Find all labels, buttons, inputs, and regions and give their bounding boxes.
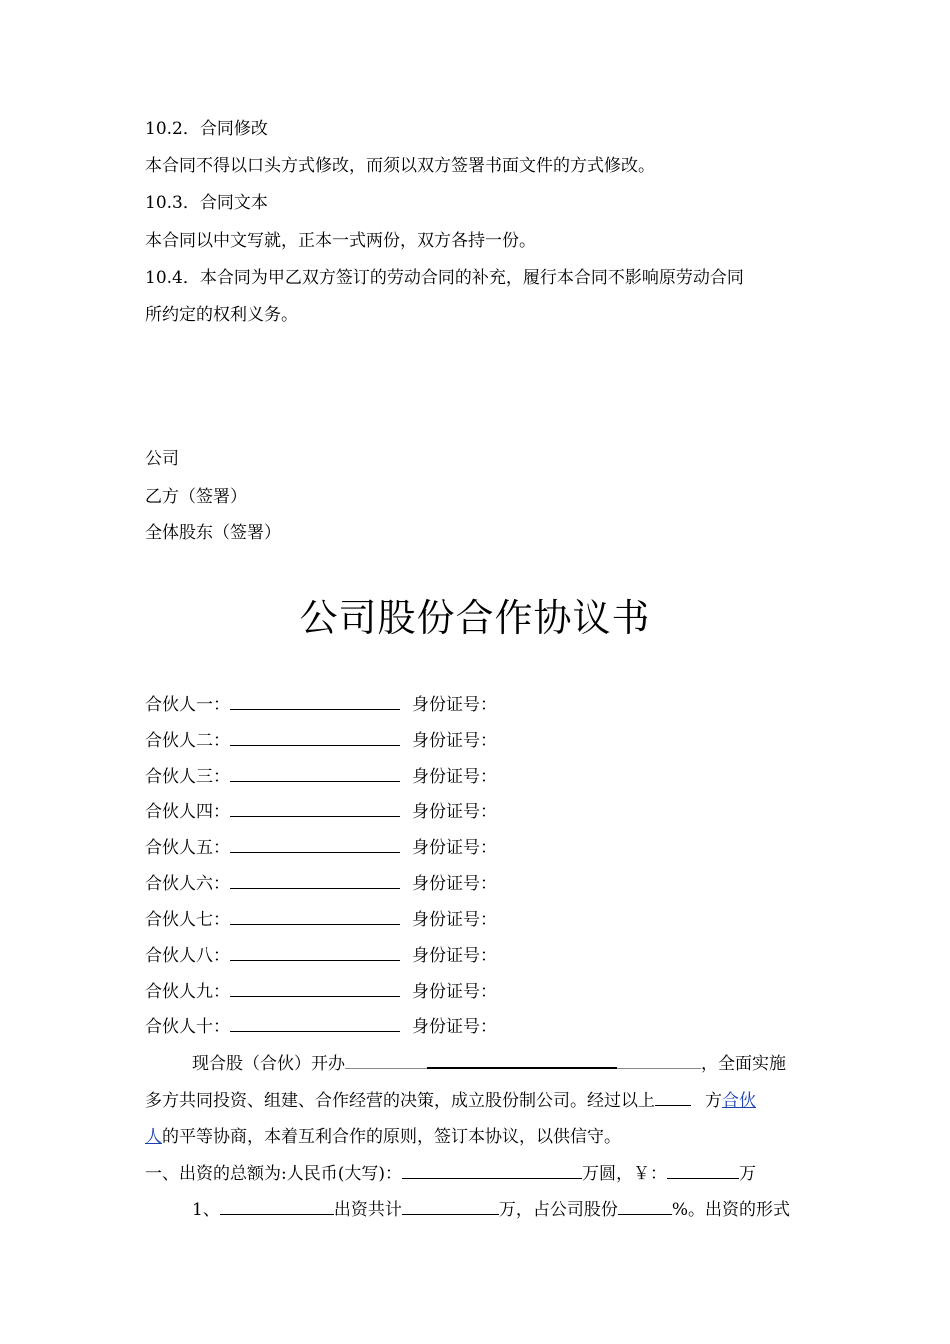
partner-name-blank[interactable] bbox=[230, 764, 400, 782]
signature-party-b: 乙方（签署） bbox=[145, 487, 247, 507]
id-number-label: 身份证号： bbox=[412, 695, 497, 715]
business-name-blank[interactable] bbox=[427, 1050, 617, 1069]
capital-label: 万圆，￥： bbox=[582, 1164, 667, 1184]
partner-row bbox=[145, 907, 497, 932]
intro-text: 方 bbox=[705, 1091, 722, 1111]
partner-label: 合伙人十： bbox=[145, 1017, 230, 1037]
partner-link[interactable]: 合伙 bbox=[722, 1091, 756, 1111]
partner-row bbox=[145, 728, 497, 753]
partner-row bbox=[145, 871, 497, 896]
capital-unit: 万 bbox=[739, 1164, 756, 1184]
intro-line-1 bbox=[192, 1050, 786, 1076]
document-title: 公司股份合作协议书 bbox=[299, 596, 651, 640]
intro-line-3 bbox=[145, 1125, 621, 1149]
partner-row bbox=[145, 764, 497, 789]
partner-label: 合伙人三： bbox=[145, 767, 230, 787]
partner-name-blank[interactable] bbox=[230, 728, 400, 746]
intro-line-2 bbox=[145, 1088, 756, 1113]
id-number-label: 身份证号： bbox=[412, 982, 497, 1002]
partner-row bbox=[145, 692, 497, 717]
partner-label: 合伙人一： bbox=[145, 695, 230, 715]
clause-10-2-text: 本合同不得以口头方式修改，而须以双方签署书面文件的方式修改。 bbox=[145, 156, 655, 176]
id-number-label: 身份证号： bbox=[412, 731, 497, 751]
partner-row bbox=[145, 979, 497, 1004]
partner-label: 合伙人九： bbox=[145, 982, 230, 1002]
capital-label: 一、出资的总额为:人民币(大写)： bbox=[145, 1164, 402, 1184]
partner-name-blank[interactable] bbox=[230, 871, 400, 889]
item-text: %。出资的形式 bbox=[671, 1200, 790, 1220]
id-number-label: 身份证号： bbox=[412, 802, 497, 822]
partner-label: 合伙人六： bbox=[145, 874, 230, 894]
partner-label: 合伙人七： bbox=[145, 910, 230, 930]
share-percent-blank[interactable] bbox=[618, 1197, 672, 1215]
clause-10-4-line2: 所约定的权利义务。 bbox=[145, 305, 298, 325]
partner-label: 合伙人四： bbox=[145, 802, 230, 822]
partner-link-cont[interactable]: 人 bbox=[145, 1127, 162, 1147]
clause-10-2-heading: 10.2．合同修改 bbox=[145, 119, 268, 139]
contribution-amount-blank[interactable] bbox=[402, 1197, 499, 1215]
clause-10-3-text: 本合同以中文写就，正本一式两份，双方各持一份。 bbox=[145, 231, 536, 251]
item-text: 万，占公司股份 bbox=[498, 1200, 618, 1220]
partner-name-blank[interactable] bbox=[230, 835, 400, 853]
contributor-blank[interactable] bbox=[220, 1197, 334, 1215]
partner-name-blank[interactable] bbox=[230, 799, 400, 817]
partner-row bbox=[145, 835, 497, 860]
partner-row bbox=[145, 799, 497, 824]
partner-label: 合伙人二： bbox=[145, 731, 230, 751]
partner-name-blank[interactable] bbox=[230, 907, 400, 925]
partner-name-blank[interactable] bbox=[230, 979, 400, 997]
clause-10-4-line1: 10.4．本合同为甲乙双方签订的劳动合同的补充，履行本合同不影响原劳动合同 bbox=[145, 268, 744, 288]
partner-name-blank[interactable] bbox=[230, 943, 400, 961]
partner-row bbox=[145, 943, 497, 968]
id-number-label: 身份证号： bbox=[412, 838, 497, 858]
item-text: 出资共计 bbox=[333, 1200, 402, 1220]
intro-text: 多方共同投资、组建、合作经营的决策，成立股份制公司。经过以上 bbox=[145, 1091, 655, 1111]
capital-amount-number-blank[interactable] bbox=[667, 1161, 739, 1179]
partner-name-blank[interactable] bbox=[230, 692, 400, 710]
capital-amount-words-blank[interactable] bbox=[402, 1161, 582, 1179]
id-number-label: 身份证号： bbox=[412, 910, 497, 930]
intro-text: 现合股（合伙）开办 bbox=[192, 1054, 345, 1074]
signature-company: 公司 bbox=[145, 449, 179, 469]
intro-text: 的平等协商，本着互利合作的原则，签订本协议，以供信守。 bbox=[162, 1127, 621, 1147]
partner-label: 合伙人八： bbox=[145, 946, 230, 966]
partner-label: 合伙人五： bbox=[145, 838, 230, 858]
party-count-blank[interactable] bbox=[655, 1088, 691, 1106]
clause-10-3-heading: 10.3．合同文本 bbox=[145, 193, 268, 213]
partner-row bbox=[145, 1014, 497, 1039]
business-blank-left[interactable] bbox=[345, 1051, 427, 1069]
contribution-item-1 bbox=[192, 1197, 790, 1222]
id-number-label: 身份证号： bbox=[412, 1017, 497, 1037]
intro-text: ，全面实施 bbox=[701, 1054, 786, 1074]
id-number-label: 身份证号： bbox=[412, 946, 497, 966]
id-number-label: 身份证号： bbox=[412, 767, 497, 787]
id-number-label: 身份证号： bbox=[412, 874, 497, 894]
signature-shareholders: 全体股东（签署） bbox=[145, 523, 281, 543]
partner-name-blank[interactable] bbox=[230, 1014, 400, 1032]
item-number: 1、 bbox=[192, 1200, 220, 1220]
business-blank-right[interactable] bbox=[617, 1051, 701, 1069]
capital-line bbox=[145, 1161, 756, 1186]
